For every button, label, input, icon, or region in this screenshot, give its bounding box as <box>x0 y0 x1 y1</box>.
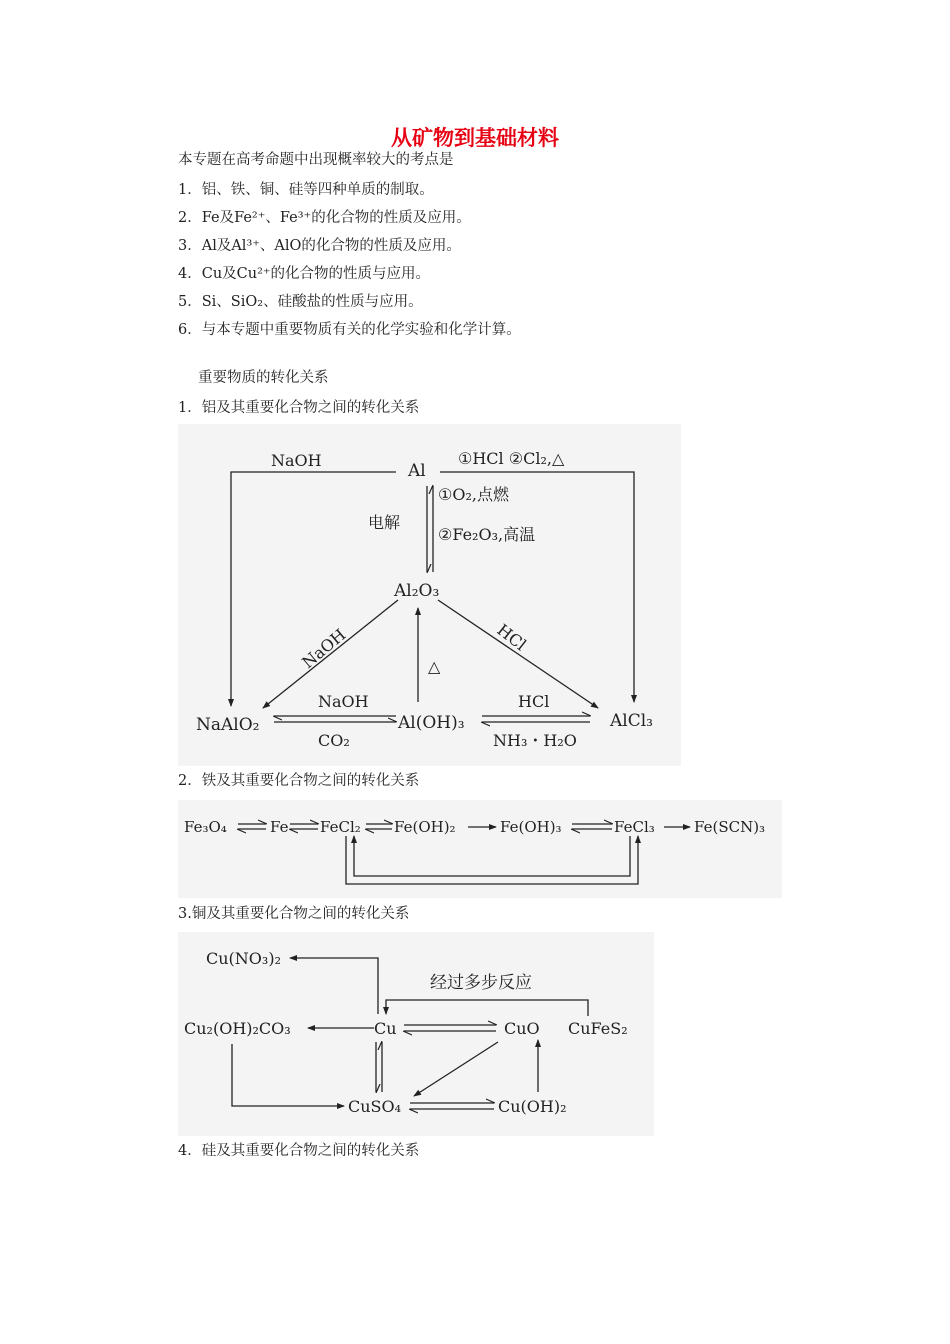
point-5: 5．Si、SiO₂、硅酸盐的性质与应用。 <box>178 294 423 310</box>
point-4: 4．Cu及Cu²⁺的化合物的性质与应用。 <box>178 266 431 282</box>
cu-node-cuso4: CuSO₄ <box>348 1097 402 1116</box>
al-diagram <box>178 424 681 766</box>
label-hcl-mid: HCl <box>518 692 550 711</box>
label-fe2o3-high: ②Fe₂O₃,高温 <box>438 525 536 544</box>
intro-text: 本专题在高考命题中出现概率较大的考点是 <box>178 152 454 168</box>
cu-node-cufes2: CuFeS₂ <box>568 1019 628 1038</box>
label-nh3-h2o: NH₃・H₂O <box>493 731 577 750</box>
cu-node-cu2oh2co3: Cu₂(OH)₂CO₃ <box>184 1019 291 1038</box>
node-al2o3: Al₂O₃ <box>394 581 440 601</box>
node-al: Al <box>408 461 426 481</box>
label-naoh-top: NaOH <box>271 451 322 470</box>
section-cu-heading: 3.铜及其重要化合物之间的转化关系 <box>178 906 410 922</box>
fe-node-feoh3: Fe(OH)₃ <box>500 818 562 836</box>
fe-node-fe3o4: Fe₃O₄ <box>184 818 227 836</box>
fe-node-fescn3: Fe(SCN)₃ <box>694 818 766 836</box>
cu-node-cuo: CuO <box>504 1019 540 1038</box>
cu-diagram <box>178 932 654 1136</box>
label-heat: △ <box>428 657 441 676</box>
point-2: 2．Fe及Fe²⁺、Fe³⁺的化合物的性质及应用。 <box>178 210 471 226</box>
fe-node-fecl3: FeCl₃ <box>614 818 655 836</box>
label-naoh-diag: NaOH <box>298 624 350 673</box>
cu-node-cuoh2: Cu(OH)₂ <box>498 1097 567 1116</box>
label-hcl-cl2: ①HCl ②Cl₂,△ <box>458 449 565 468</box>
fe-node-fe: Fe <box>270 818 289 836</box>
label-hcl-diag: HCl <box>493 620 530 655</box>
node-alcl3: AlCl₃ <box>610 711 653 731</box>
cu-node-cu: Cu <box>374 1019 397 1038</box>
section-al-heading: 1．铝及其重要化合物之间的转化关系 <box>178 400 420 416</box>
label-electrolysis: 电解 <box>368 513 401 532</box>
fe-diagram <box>178 800 782 898</box>
label-naoh-mid: NaOH <box>318 692 369 711</box>
node-aloh3: Al(OH)₃ <box>398 713 465 733</box>
section-heading: 重要物质的转化关系 <box>198 370 329 386</box>
point-3: 3．Al及Al³⁺、AlO的化合物的性质及应用。 <box>178 238 461 254</box>
page-title: 从矿物到基础材料 <box>391 126 559 150</box>
point-1: 1．铝、铁、铜、硅等四种单质的制取。 <box>178 182 434 198</box>
label-co2: CO₂ <box>318 731 350 750</box>
point-6: 6．与本专题中重要物质有关的化学实验和化学计算。 <box>178 322 521 338</box>
cu-label-multi-step: 经过多步反应 <box>430 973 532 993</box>
section-fe-heading: 2．铁及其重要化合物之间的转化关系 <box>178 773 420 789</box>
node-naalo2: NaAlO₂ <box>196 715 260 735</box>
fe-node-feoh2: Fe(OH)₂ <box>394 818 456 836</box>
cu-node-cuno3: Cu(NO₃)₂ <box>206 949 281 968</box>
fe-node-fecl2: FeCl₂ <box>320 818 361 836</box>
section-si-heading: 4．硅及其重要化合物之间的转化关系 <box>178 1143 420 1159</box>
label-o2-burn: ①O₂,点燃 <box>438 485 509 504</box>
